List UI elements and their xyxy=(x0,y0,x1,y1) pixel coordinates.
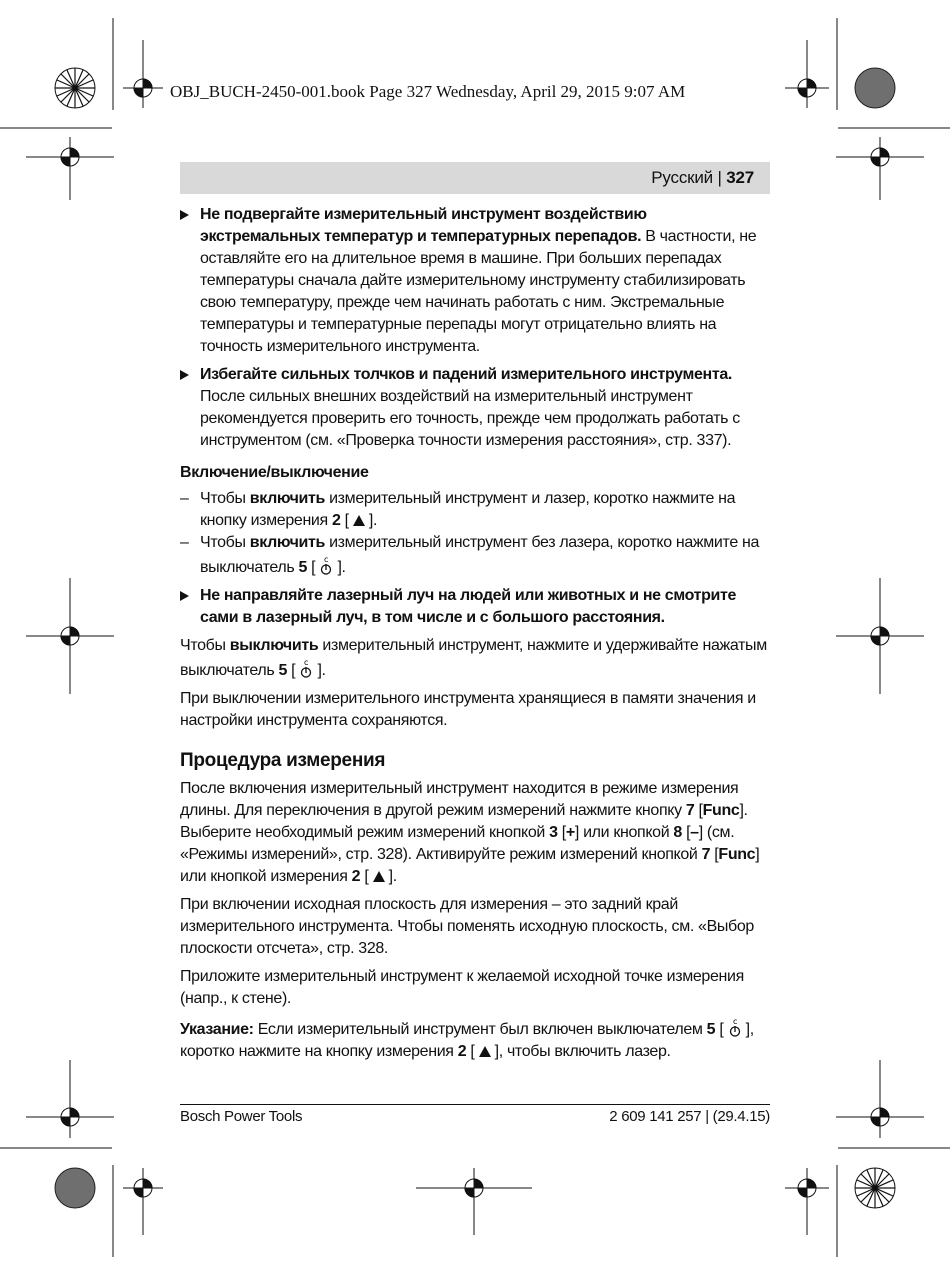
page-header-bar xyxy=(180,162,770,194)
power-clear-icon xyxy=(319,554,333,576)
paragraph-switch-off xyxy=(180,635,770,682)
bullet-triangle-icon xyxy=(180,591,189,601)
bullet-triangle-icon xyxy=(180,210,189,220)
text: [ xyxy=(287,662,300,679)
warning-item-temperature xyxy=(180,204,770,358)
footer-publisher: Bosch Power Tools xyxy=(180,1108,303,1125)
text: [ xyxy=(710,846,719,863)
starburst-mark-bottom-right xyxy=(855,1168,895,1208)
dash-item-switch-on-laser xyxy=(180,488,770,532)
text: После включения измерительный инструмент находится в режиме измерения длины. Для переключения в другой режим измерений нажмите кнопку xyxy=(180,780,739,819)
key-number: 5 xyxy=(298,559,308,576)
gray-mark-bottom-left xyxy=(55,1168,95,1208)
header-language: Русский xyxy=(651,168,713,187)
text: [ xyxy=(340,512,353,529)
bold-text: Func xyxy=(718,846,756,863)
text: ]. xyxy=(364,512,378,529)
bold-text: 7 xyxy=(685,802,695,819)
bold-text: включить xyxy=(249,490,325,507)
key-number: 5 xyxy=(278,662,288,679)
key-number: 2 xyxy=(457,1043,467,1060)
text: [ xyxy=(694,802,703,819)
page-number: 327 xyxy=(726,168,754,187)
footer-doc-number: 2 609 141 257 | (29.4.15) xyxy=(609,1108,770,1125)
text: ] (см. «Режимы измерений», стр. 328). Активируйте режим измерений кнопкой xyxy=(180,824,735,863)
warning-text: В частности, не оставляйте его на длительное время в машине. При больших перепадах температуры сначала дайте измерительному инструменту стабилизировать свою температуру, прежде чем начинать работать с ним. Экстремальные температуры и температурные перепады могут отрицательно влиять на точность измерительного инструмента. xyxy=(200,228,757,355)
warning-item-laser xyxy=(180,585,770,629)
power-clear-icon xyxy=(728,1016,742,1038)
page-content xyxy=(180,204,770,1069)
warning-item-shocks xyxy=(180,364,770,452)
text: измерительный инструмент, нажмите и удерживайте нажатым выключатель xyxy=(180,637,767,679)
text: [ xyxy=(557,824,566,841)
text: [ xyxy=(307,559,320,576)
bold-text: + xyxy=(565,824,575,841)
text: [ xyxy=(681,824,691,841)
bold-text: 2 xyxy=(351,868,361,885)
measure-button-triangle-icon xyxy=(353,515,365,526)
bold-text: 3 xyxy=(549,824,558,841)
text: [ xyxy=(715,1021,728,1038)
section-title-procedure: Процедура измерения xyxy=(180,750,386,771)
text: ] или кнопкой измерения xyxy=(180,846,760,885)
paragraph-reference-plane: При включении исходная плоскость для измерения – это задний край измерительного инструмента. Чтобы поменять исходную плоскость, см. «Выбор плоскости отсчета», стр. 328. xyxy=(180,896,754,957)
text: Чтобы xyxy=(200,534,250,551)
dash-bullet: – xyxy=(180,490,189,507)
key-number: 5 xyxy=(706,1021,716,1038)
dash-item-switch-on-no-laser xyxy=(180,532,770,579)
power-clear-icon xyxy=(299,657,313,679)
paragraph-apply: Приложите измерительный инструмент к желаемой исходной точке измерения (напр., к стене). xyxy=(180,968,744,1007)
measure-button-triangle-icon xyxy=(373,871,385,882)
paragraph-note xyxy=(180,1016,770,1063)
print-slug: OBJ_BUCH-2450-001.book Page 327 Wednesday, April 29, 2015 9:07 AM xyxy=(170,82,686,101)
header-separator: | xyxy=(717,168,722,187)
gray-mark-top-right xyxy=(855,68,895,108)
bold-text: включить xyxy=(249,534,325,551)
text: ]. xyxy=(384,868,397,885)
bold-text: 8 xyxy=(673,824,682,841)
text: Чтобы xyxy=(180,637,230,654)
text: [ xyxy=(466,1043,479,1060)
key-number: 2 xyxy=(331,512,341,529)
text: ], коротко нажмите на кнопку измерения xyxy=(180,1021,754,1060)
text: ], чтобы включить лазер. xyxy=(490,1043,671,1060)
paragraph-procedure xyxy=(180,778,770,888)
text: измерительный инструмент и лазер, коротко нажмите на кнопку измерения xyxy=(200,490,736,529)
paragraph-memory: При выключении измерительного инструмента хранящиеся в памяти значения и настройки инструмента сохраняются. xyxy=(180,690,756,729)
bullet-triangle-icon xyxy=(180,370,189,380)
bold-text: Func xyxy=(702,802,740,819)
text: [ xyxy=(360,868,373,885)
note-label: Указание: xyxy=(180,1021,254,1038)
starburst-mark-top-left xyxy=(55,68,95,108)
text: ]. xyxy=(333,559,346,576)
measure-button-triangle-icon xyxy=(479,1046,491,1057)
svg-text:c: c xyxy=(732,1017,737,1026)
page-header xyxy=(651,168,754,188)
warning-bold: Не подвергайте измерительный инструмент воздействию экстремальных температур и температурных перепадов. xyxy=(200,206,647,245)
bold-text: 7 xyxy=(701,846,711,863)
text: измерительный инструмент без лазера, коротко нажмите на выключатель xyxy=(200,534,759,576)
text: Чтобы xyxy=(200,490,250,507)
svg-text:c: c xyxy=(304,658,309,667)
bold-text: выключить xyxy=(229,637,319,654)
dash-bullet: – xyxy=(180,534,189,551)
bold-text: – xyxy=(690,824,699,841)
warning-bold: Избегайте сильных толчков и падений измерительного инструмента. xyxy=(200,366,732,383)
text: ]. Выберите необходимый режим измерений кнопкой xyxy=(180,802,748,841)
section-heading-onoff: Включение/выключение xyxy=(180,464,369,481)
warning-bold: Не направляйте лазерный луч на людей или животных и не смотрите сами в лазерный луч, в том числе и с большого расстояния. xyxy=(200,587,737,626)
text: ] или кнопкой xyxy=(574,824,674,841)
text: ]. xyxy=(313,662,326,679)
svg-text:c: c xyxy=(324,555,329,564)
text: Если измерительный инструмент был включен выключателем xyxy=(253,1021,707,1038)
warning-text: После сильных внешних воздействий на измерительный инструмент рекомендуется проверить его точность, прежде чем продолжать работать с инструментом (см. «Проверка точности измерения расстояния», стр. 337). xyxy=(200,388,740,449)
footer-rule xyxy=(180,1104,770,1105)
